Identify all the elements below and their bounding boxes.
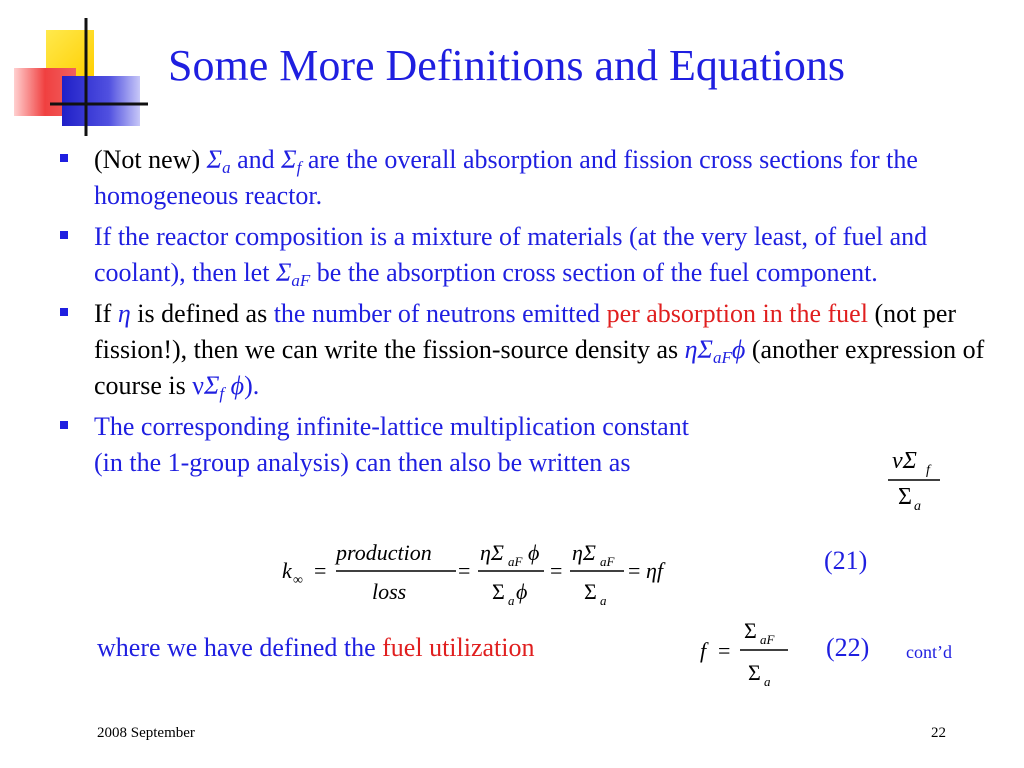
eq21-loss: loss <box>372 579 407 604</box>
eq21-equals-3: = <box>550 558 563 583</box>
eq21-frac2-den-sub: a <box>508 593 515 608</box>
bullet-list <box>60 142 990 486</box>
bullet2-text-a: If the reactor composition is a mixture of materials (at the very least, of fuel and coolant), then let <box>94 222 928 287</box>
bullet-item-4 <box>60 409 990 481</box>
eq21-frac3-num: ηΣ <box>572 540 596 565</box>
where-text: where we have defined the <box>97 633 383 662</box>
eq21-equals-1: = <box>314 558 327 583</box>
equation-21-number: (21) <box>824 546 868 575</box>
bullet1-text-b: are the overall absorption and fission cross sections for the homogeneous reactor. <box>94 145 918 210</box>
eq21-frac2-num-sub: aF <box>508 554 523 569</box>
eq22-equals: = <box>718 638 731 663</box>
equation-21 <box>280 536 680 610</box>
bullet3-text-red: per absorption in the fuel <box>606 299 868 328</box>
eq21-frac2-num-phi: ϕ <box>528 540 540 565</box>
sigma-a-subscript: a <box>222 158 231 177</box>
sigma-af-subscript: aF <box>291 271 311 290</box>
fraction-numerator: νΣ <box>892 448 917 474</box>
eq21-k-subscript: ∞ <box>293 573 303 588</box>
bullet4-text-b: (in the 1-group analysis) can then also be written as <box>94 448 631 477</box>
eq22-numerator: Σ <box>744 618 757 643</box>
bullet3-text-e: (another expression of course is <box>94 335 985 400</box>
eq21-frac2-den-phi: ϕ <box>516 579 528 604</box>
bullet-square-icon <box>60 154 68 162</box>
bullet-square-icon <box>60 231 68 239</box>
eq21-frac3-den: Σ <box>584 579 597 604</box>
decorative-logo <box>0 0 150 140</box>
sigma-af-symbol: Σ <box>275 258 292 287</box>
phi-symbol: ϕ <box>731 335 746 364</box>
logo-blue-bar <box>62 76 140 126</box>
sigma-f-subscript: f <box>296 158 302 177</box>
footer-page-number: 22 <box>931 725 946 741</box>
bullet4-text-a: The corresponding infinite-lattice multiplication constant <box>94 412 689 441</box>
continued-label: cont’d <box>906 642 952 662</box>
eq21-result: ηf <box>646 558 664 583</box>
bullet3-text-a: If <box>94 299 118 328</box>
sigma-a-symbol: Σ <box>206 145 223 174</box>
bullet-square-icon <box>60 421 68 429</box>
eq21-equals-4: = <box>628 558 641 583</box>
bullet-item-2 <box>60 219 990 291</box>
equation-22 <box>688 610 798 692</box>
eta-sigma-expression: ηΣ <box>684 335 713 364</box>
bullet2-text-b: be the absorption cross section of the fuel component. <box>310 258 878 287</box>
sigma-f-subscript-2: f <box>219 384 225 403</box>
eq21-equals-2: = <box>458 558 471 583</box>
fraction-denominator-subscript: a <box>914 499 921 514</box>
bullet3-text-b: is defined as <box>130 299 274 328</box>
bullet-item-1 <box>60 142 990 214</box>
eq22-numerator-sub: aF <box>760 632 775 647</box>
fraction-denominator: Σ <box>898 484 912 510</box>
sigma-f-symbol: Σ <box>281 145 297 174</box>
eq22-denominator-sub: a <box>764 674 771 689</box>
bullet-square-icon <box>60 308 68 316</box>
footer-date: 2008 September <box>97 725 195 741</box>
bullet3-text-c: the number of neutrons emitted <box>273 299 607 328</box>
sigma-f-symbol-2: Σ <box>203 371 220 400</box>
fuel-utilization-definition <box>97 633 534 663</box>
eq21-k: k <box>282 558 292 583</box>
bullet1-text-a: (Not new) <box>94 145 207 174</box>
bullet3-text-f: ). <box>244 371 260 400</box>
fraction-numerator-subscript: f <box>926 463 930 478</box>
eq21-frac3-num-sub: aF <box>600 554 615 569</box>
eq21-frac2-num: ηΣ <box>480 540 504 565</box>
eq21-frac3-den-sub: a <box>600 593 607 608</box>
eta-symbol: η <box>117 299 131 328</box>
nu-sigma-fraction <box>884 438 944 520</box>
nu-symbol: ν <box>192 371 204 400</box>
eq21-production: production <box>336 540 432 565</box>
phi-symbol-2: ϕ <box>224 371 245 400</box>
bullet1-text-and: and <box>230 145 282 174</box>
eq22-f: f <box>700 638 707 663</box>
eq22-denominator: Σ <box>748 660 761 685</box>
bullet-item-3 <box>60 296 990 404</box>
eta-sigma-subscript: aF <box>712 348 732 367</box>
fuel-utilization-term: fuel utilization <box>382 633 535 662</box>
equation-22-number: (22) <box>826 633 870 662</box>
slide-title: Some More Definitions and Equations <box>168 41 846 90</box>
eq21-frac2-den: Σ <box>492 579 505 604</box>
bullet3-text-d: (not per fission!), then we can write the fission-source density as <box>94 299 957 364</box>
